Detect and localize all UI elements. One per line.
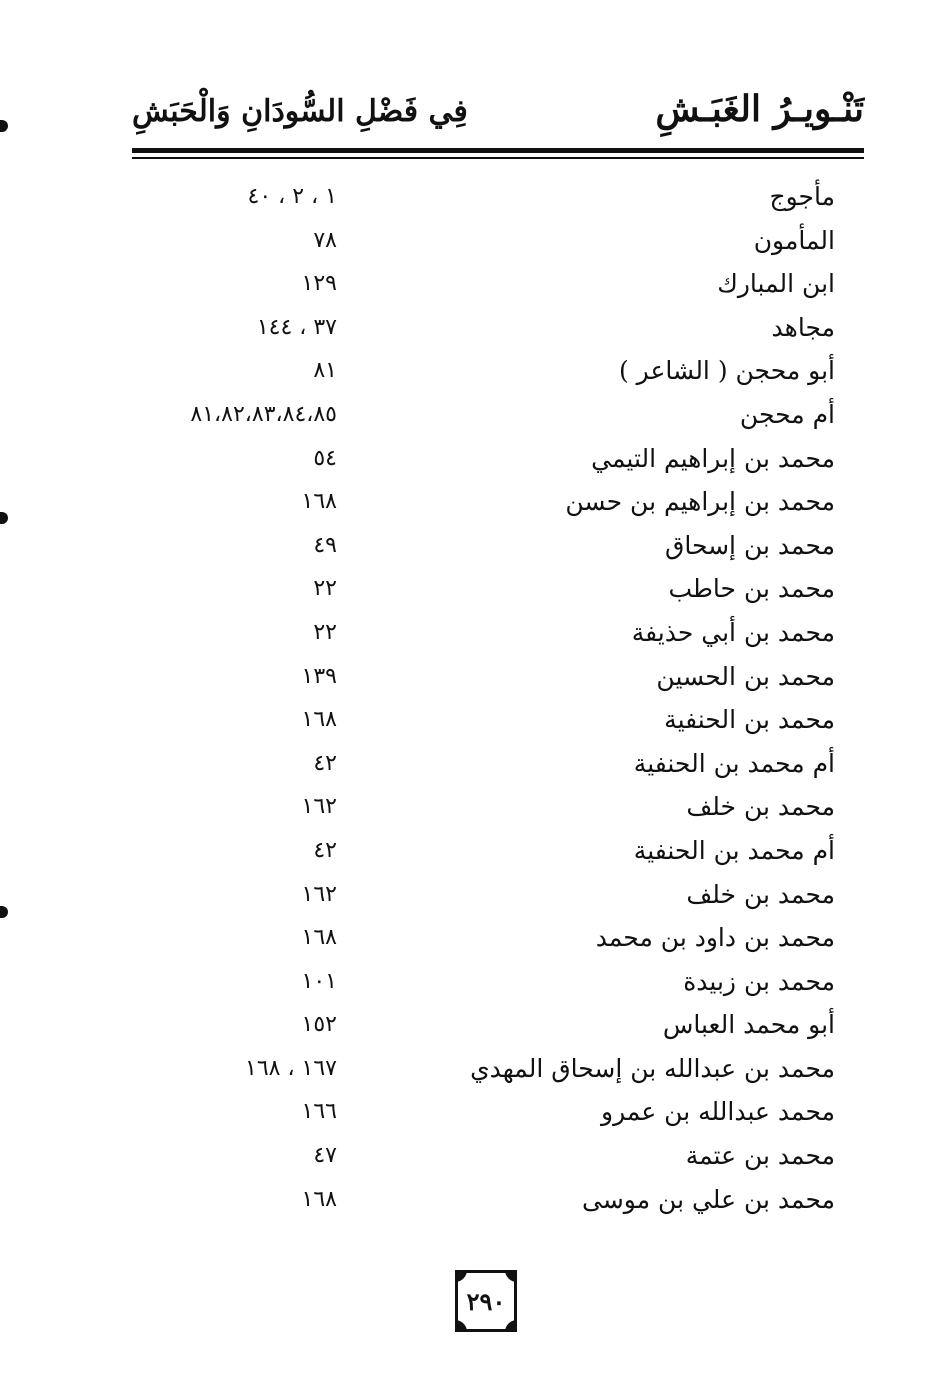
- names-index-list: [150, 178, 835, 1224]
- entry-page-numbers: ٤٩: [313, 532, 337, 558]
- page-number-box: [455, 1270, 517, 1332]
- entry-page-numbers: ١٦٧ ، ١٦٨: [245, 1055, 337, 1081]
- entry-name: محمد بن عتمة: [685, 1141, 835, 1171]
- index-entry: [150, 832, 835, 876]
- entry-name: ابن المبارك: [717, 269, 835, 299]
- index-entry: [150, 178, 835, 222]
- scan-edge-mark: [0, 120, 8, 132]
- entry-page-numbers: ٨١: [313, 358, 337, 384]
- entry-name: أم محجن: [739, 399, 835, 429]
- entry-page-numbers: ١٠١: [301, 968, 337, 994]
- box-corner-ornament: [505, 1320, 517, 1332]
- page-number: ٢٩٠: [466, 1287, 506, 1316]
- entry-page-numbers: ٢٢: [313, 576, 337, 602]
- index-entry: [150, 265, 835, 309]
- entry-name: محمد بن حاطب: [668, 574, 835, 604]
- index-entry: [150, 440, 835, 484]
- entry-page-numbers: ١٦٨: [301, 707, 337, 733]
- entry-name: محمد بن إبراهيم التيمي: [591, 443, 835, 473]
- index-entry: [150, 701, 835, 745]
- entry-page-numbers: ٤٢: [313, 837, 337, 863]
- index-entry: [150, 483, 835, 527]
- entry-page-numbers: ١٦٨: [301, 925, 337, 951]
- scan-edge-mark: [0, 906, 8, 918]
- header-rule-thin: [132, 157, 864, 159]
- index-entry: [150, 527, 835, 571]
- entry-page-numbers: ١٣٩: [301, 663, 337, 689]
- index-entry: [150, 1181, 835, 1225]
- entry-name: المأمون: [753, 225, 835, 255]
- entry-page-numbers: ٤٢: [313, 750, 337, 776]
- entry-page-numbers: ١٦٦: [301, 1099, 337, 1125]
- box-corner-ornament: [455, 1320, 467, 1332]
- entry-name: محمد بن داود بن محمد: [595, 923, 835, 953]
- index-entry: [150, 614, 835, 658]
- entry-name: محمد بن زبيدة: [683, 966, 835, 996]
- entry-name: أم محمد بن الحنفية: [633, 748, 835, 778]
- entry-page-numbers: ١٦٨: [301, 1186, 337, 1212]
- header-rule-thick: [132, 148, 864, 153]
- entry-page-numbers: ١٦٢: [301, 881, 337, 907]
- entry-page-numbers: ١٥٢: [301, 1012, 337, 1038]
- entry-name: أبو محجن ( الشاعر ): [618, 356, 835, 386]
- index-entry: [150, 1093, 835, 1137]
- entry-page-numbers: ٥٤: [313, 445, 337, 471]
- index-entry: [150, 309, 835, 353]
- entry-name: محمد بن علي بن موسى: [582, 1184, 835, 1214]
- index-entry: [150, 396, 835, 440]
- entry-name: أم محمد بن الحنفية: [633, 835, 835, 865]
- entry-name: مأجوج: [769, 182, 835, 211]
- entry-page-numbers: ٨١،٨٢،٨٣،٨٤،٨٥: [190, 401, 337, 427]
- entry-name: مجاهد: [771, 312, 835, 342]
- entry-name: محمد بن خلف: [686, 792, 835, 822]
- entry-page-numbers: ١٦٢: [301, 794, 337, 820]
- index-entry: [150, 745, 835, 789]
- entry-name: محمد بن خلف: [686, 879, 835, 909]
- entry-page-numbers: ٢٢: [313, 619, 337, 645]
- entry-page-numbers: ١ ، ٢ ، ٤٠: [247, 184, 337, 209]
- scan-edge-mark: [0, 512, 8, 524]
- entry-name: محمد بن إسحاق: [664, 530, 835, 560]
- index-entry: [150, 570, 835, 614]
- index-entry: [150, 788, 835, 832]
- entry-page-numbers: ١٢٩: [301, 271, 337, 297]
- index-entry: [150, 222, 835, 266]
- entry-name: محمد عبدالله بن عمرو: [601, 1097, 835, 1127]
- entry-name: محمد بن عبدالله بن إسحاق المهدي: [470, 1053, 835, 1083]
- entry-page-numbers: ١٦٨: [301, 489, 337, 515]
- box-corner-ornament: [455, 1270, 467, 1282]
- book-title: تَنْـويـرُ الغَبَـشِ: [655, 88, 864, 130]
- index-entry: [150, 658, 835, 702]
- index-entry: [150, 352, 835, 396]
- index-entry: [150, 919, 835, 963]
- entry-page-numbers: ٧٨: [313, 227, 337, 253]
- running-header: [132, 82, 864, 142]
- index-entry: [150, 963, 835, 1007]
- index-entry: [150, 1006, 835, 1050]
- entry-name: محمد بن الحنفية: [664, 705, 835, 735]
- index-entry: [150, 1137, 835, 1181]
- book-subtitle: فِي فَضْلِ السُّودَانِ وَالْحَبَشِ: [132, 94, 468, 129]
- box-corner-ornament: [505, 1270, 517, 1282]
- entry-page-numbers: ٣٧ ، ١٤٤: [256, 314, 337, 340]
- index-entry: [150, 876, 835, 920]
- entry-name: محمد بن إبراهيم بن حسن: [565, 487, 835, 517]
- entry-name: محمد بن الحسين: [656, 661, 835, 691]
- entry-name: أبو محمد العباس: [662, 1010, 835, 1040]
- index-entry: [150, 1050, 835, 1094]
- entry-name: محمد بن أبي حذيفة: [631, 617, 835, 647]
- entry-page-numbers: ٤٧: [313, 1143, 337, 1169]
